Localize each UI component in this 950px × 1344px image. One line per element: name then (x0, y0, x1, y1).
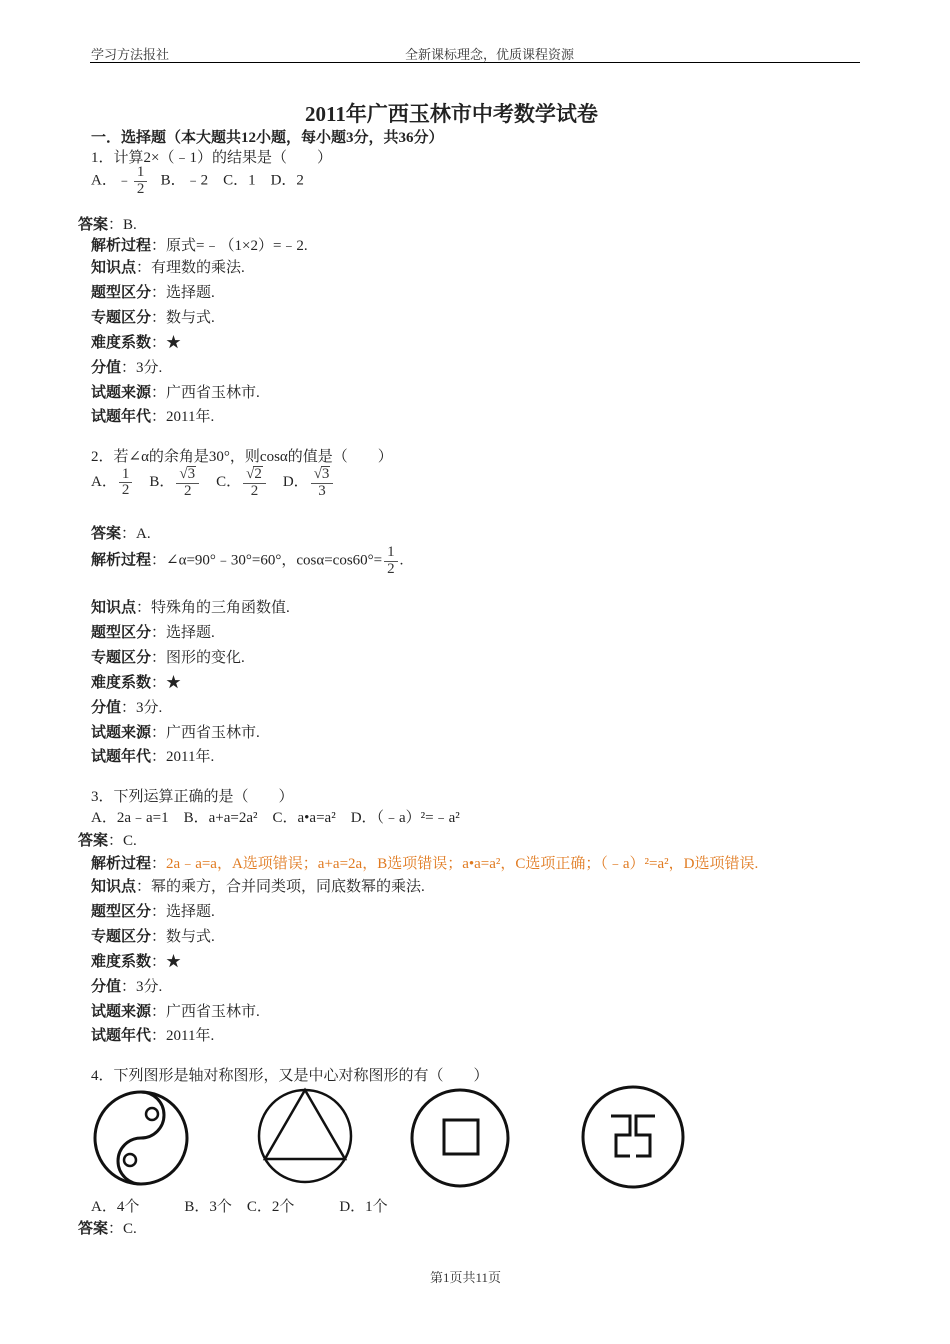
q2-qtype: 题型区分：选择题. (91, 625, 215, 641)
page-footer: 第1页共11页 (430, 1270, 502, 1285)
q3-topic: 专题区分：数与式. (91, 929, 215, 945)
q3-year: 试题年代：2011年. (91, 1028, 215, 1044)
q2-stem: 2．若∠α的余角是30°，则cosα的值是（ ） (91, 449, 393, 465)
header-publisher: 学习方法报社 (91, 47, 170, 62)
q2-option-d-fraction: $\frac{√3}{3}$ (311, 466, 334, 500)
q1-qtype: 题型区分：选择题. (91, 285, 215, 301)
q2-analysis: 解析过程：∠α=90°﹣30°=60°，cosα=cos60°= $\frac{1}{2}$ . (91, 544, 404, 577)
q1-topic: 专题区分：数与式. (91, 310, 215, 326)
q1-score: 分值：3分. (91, 360, 163, 376)
q2-score: 分值：3分. (91, 700, 163, 716)
q1-options-rest: B．﹣2 C．1 D．2 (160, 172, 304, 189)
q2-option-c-fraction: $\frac{√2}{2}$ (243, 466, 266, 500)
q3-options: A．2a﹣a=1 B．a+a=2a² C．a•a=a² D．（﹣a）²=﹣a² (91, 810, 460, 826)
q1-answer: 答案：B. (78, 217, 137, 233)
q3-score: 分值：3分. (91, 979, 163, 995)
q4-options: A．4个 B．3个 C．2个 D．1个 (91, 1199, 388, 1215)
q1-difficulty: 难度系数：★ (91, 335, 182, 351)
q1-stem: 1．计算2×（﹣1）的结果是（ ） (91, 150, 332, 166)
q1-analysis: 解析过程：原式=﹣（1×2）=﹣2. (91, 238, 308, 254)
q2-source: 试题来源：广西省玉林市. (91, 725, 260, 741)
q2-option-b-fraction: $\frac{√3}{2}$ (176, 466, 199, 500)
q1-option-a-fraction: $\frac{1}{2}$ (134, 165, 148, 198)
q2-analysis-fraction: $\frac{1}{2}$ (384, 545, 398, 578)
header-rule (90, 62, 860, 63)
q3-difficulty: 难度系数：★ (91, 954, 182, 970)
q1-option-a-prefix: A．﹣ (91, 172, 132, 189)
q1-source: 试题来源：广西省玉林市. (91, 385, 260, 401)
pattern-in-circle-figure (578, 1082, 688, 1192)
q3-source: 试题来源：广西省玉林市. (91, 1004, 260, 1020)
yin-yang-figure (92, 1088, 190, 1188)
q2-difficulty: 难度系数：★ (91, 675, 182, 691)
header-slogan: 全新课标理念，优质课程资源 (405, 47, 575, 62)
q3-knowledge: 知识点：幂的乘方，合并同类项，同底数幂的乘法. (91, 879, 425, 895)
q2-option-a-fraction: $\frac{1}{2}$ (119, 467, 133, 500)
q2-knowledge: 知识点：特殊角的三角函数值. (91, 600, 290, 616)
q2-year: 试题年代：2011年. (91, 749, 215, 765)
q3-qtype: 题型区分：选择题. (91, 904, 215, 920)
section-heading: 一．选择题（本大题共12小题，每小题3分，共36分） (91, 130, 444, 146)
q4-stem: 4．下列图形是轴对称图形，又是中心对称图形的有（ ） (91, 1068, 489, 1084)
q3-analysis: 解析过程：2a﹣a=a，A选项错误；a+a=2a，B选项错误；a•a=a²，C选项正确；（﹣a）²=a²，D选项错误. (91, 856, 759, 872)
q3-stem: 3．下列运算正确的是（ ） (91, 789, 294, 805)
page-title: 2011年广西玉林市中考数学试卷 (305, 102, 598, 126)
q3-answer: 答案：C. (78, 833, 137, 849)
square-in-circle-figure (408, 1086, 512, 1190)
q4-answer: 答案：C. (78, 1221, 137, 1237)
triangle-in-circle-figure (255, 1086, 355, 1186)
q1-options (91, 165, 304, 198)
q2-options: A． $\frac{1}{2}$ B． $\frac{√3}{2}$ C． $\frac{√2}{2}$ D． $\frac{√3}{3}$ (91, 466, 335, 500)
q2-answer: 答案：A. (91, 526, 151, 542)
q1-knowledge: 知识点：有理数的乘法. (91, 260, 245, 276)
q1-year: 试题年代：2011年. (91, 409, 215, 425)
q2-topic: 专题区分：图形的变化. (91, 650, 245, 666)
